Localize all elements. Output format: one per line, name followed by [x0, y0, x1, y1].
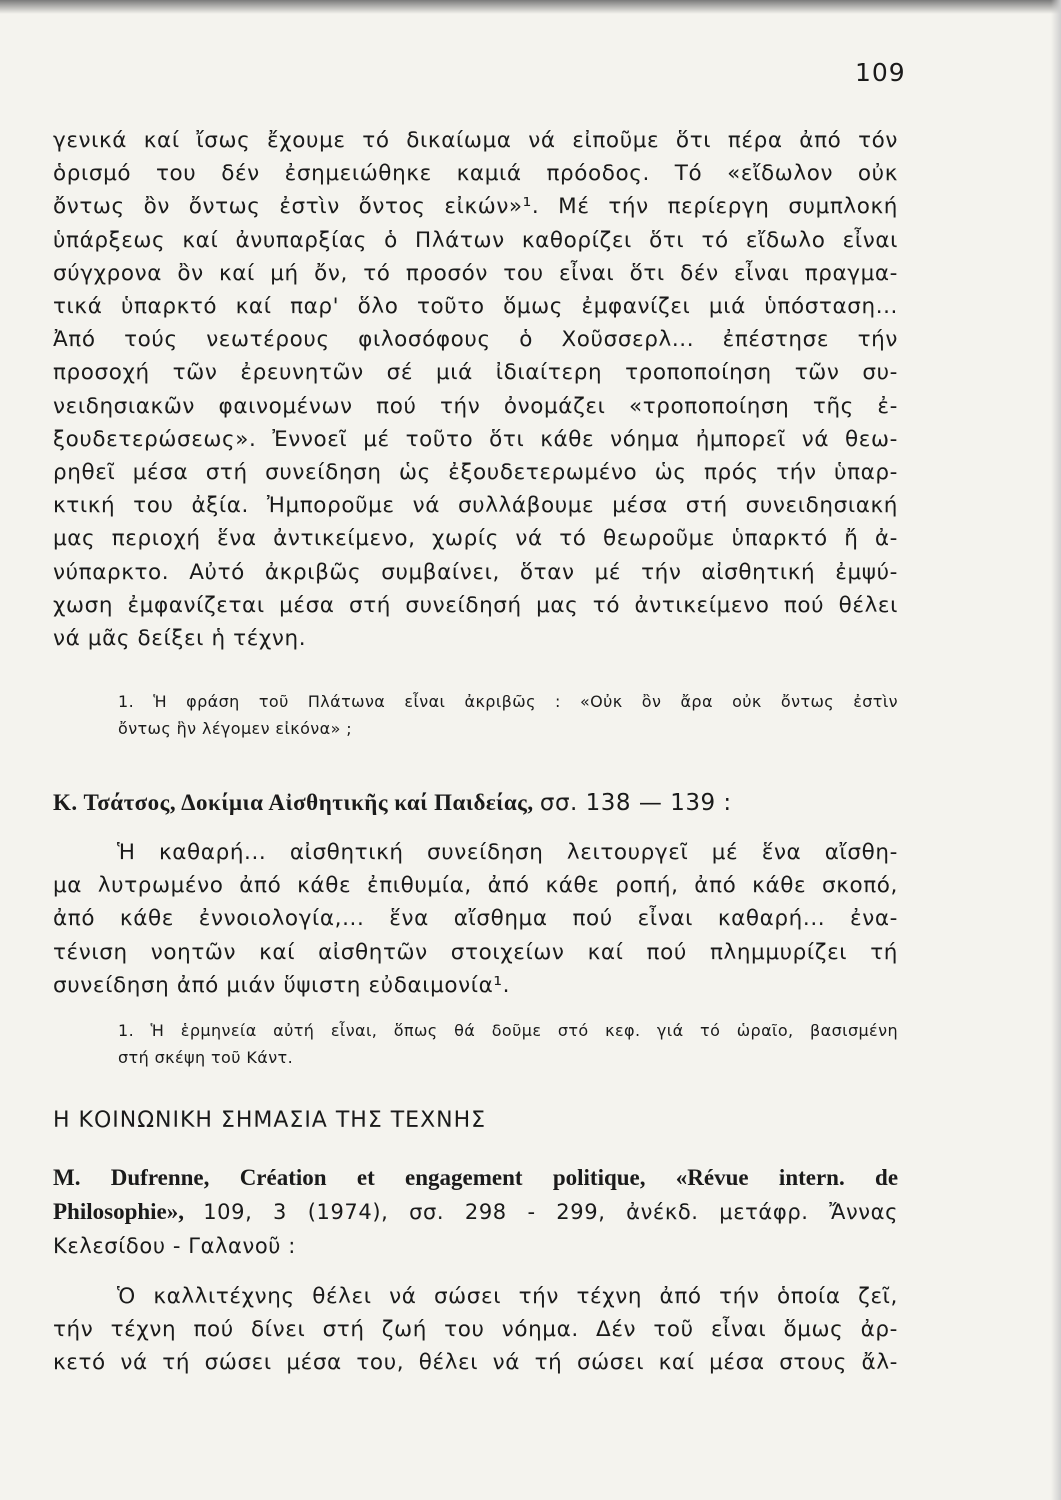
text-line: χωση ἐμφανίζεται μέσα στή συνείδησή μας τό ἀντικείμενο πού θέλει — [53, 592, 898, 618]
text-line: Ἀπό τούς νεωτέρους φιλοσόφους ὁ Χοῦσσερλ... ἐπέστησε τήν — [53, 327, 898, 353]
footnote-line: 1. Ἡ ἑρμηνεία αὐτή εἶναι, ὅπως θά δοῦμε στό κεφ. γιά τό ὡραῖο, βασισμένη — [118, 1021, 898, 1040]
paragraph-1 — [53, 124, 898, 655]
footnote-1 — [118, 688, 898, 742]
text-line: κετό νά τή σώσει μέσα του, θέλει νά τή σώσει καί μέσα στους ἄλ- — [53, 1350, 898, 1376]
citation-work: Philosophie», — [53, 1199, 185, 1224]
citation-pages: σσ. 138 — 139 : — [539, 790, 732, 816]
text-line: μας περιοχή ἕνα ἀντικείμενο, χωρίς νά τό θεωροῦμε ὑπαρκτό ἤ ἀ- — [53, 526, 898, 552]
citation-work: Δοκίμια Αἰσθητικῆς καί Παιδείας, — [181, 790, 534, 815]
text-line: ὁρισμό του δέν ἐσημειώθηκε καμιά πρόοδος. Τό «εἴδωλον οὐκ — [53, 161, 898, 187]
text-line: γενικά καί ἴσως ἔχουμε τό δικαίωμα νά εἰποῦμε ὅτι πέρα ἀπό τόν — [53, 128, 898, 153]
citation-line — [53, 1162, 898, 1194]
text-line: σύγχρονα ὂν καί μή ὄν, τό προσόν του εἶναι ὅτι δέν εἶναι πραγμα- — [53, 260, 898, 286]
text-line: ὄντως ὂν ὄντως ἐστὶν ὄντος εἰκών»¹. Μέ τήν περίεργη συμπλοκή — [53, 194, 898, 220]
text-line: ἀπό κάθε ἐννοιολογία,... ἕνα αἴσθημα πού εἶναι καθαρή... ἐνα- — [53, 906, 898, 932]
text-line: κτική του ἀξία. Ἠμποροῦμε νά συλλάβουμε μέσα στή συνειδησιακή — [53, 493, 898, 519]
footnote-line: 1. Ἡ φράση τοῦ Πλάτωνα εἶναι ἀκριβῶς : «Οὐκ ὂν ἄρα οὐκ ὄντως ἐστὶν — [118, 692, 898, 711]
citation-translator: Κελεσίδου - Γαλανοῦ : — [53, 1234, 296, 1258]
text-line: συνείδηση ἀπό μιάν ὕψιστη εὐδαιμονία¹. — [53, 972, 511, 998]
text-line: νά μᾶς δείξει ἡ τέχνη. — [53, 626, 307, 652]
scan-edge-shadow-right — [1051, 0, 1061, 1500]
scan-edge-shadow — [0, 0, 1061, 14]
citation-work: Création et engagement politique, «Révue intern. de — [239, 1165, 899, 1190]
text-line: προσοχή τῶν ἐρευνητῶν σέ μιά ἰδιαίτερη τροποποίηση τῶν συ- — [53, 360, 898, 386]
footnote-line: ὄντως ἣν λέγομεν εἰκόνα» ; — [118, 719, 353, 738]
footnote-line: στή σκέψη τοῦ Κάντ. — [118, 1048, 294, 1067]
text-line: Ὁ καλλιτέχνης θέλει νά σώσει τήν τέχνη ἀπό τήν ὁποία ζεῖ, — [117, 1284, 898, 1309]
text-line: νειδησιακῶν φαινομένων πού τήν ὀνομάζει «τροποποίηση τῆς ἐ- — [53, 393, 898, 419]
citation-line — [53, 1196, 898, 1228]
citation-tsatsos — [53, 787, 898, 819]
citation-author: Κ. Τσάτσος, — [53, 790, 177, 815]
text-line: τικά ὑπαρκτό καί παρ' ὅλο τοῦτο ὅμως ἐμφανίζει μιά ὑπόσταση... — [53, 294, 898, 320]
footnote-2 — [118, 1017, 898, 1071]
paragraph-2 — [53, 836, 898, 1002]
text-line: ὑπάρξεως καί ἀνυπαρξίας ὁ Πλάτων καθορίζει ὅτι τό εἴδωλο εἶναι — [53, 227, 898, 253]
section-title: Η ΚΟΙΝΩΝΙΚΗ ΣΗΜΑΣΙΑ ΤΗΣ ΤΕΧΝΗΣ — [53, 1108, 487, 1133]
citation-dufrenne — [53, 1162, 898, 1262]
text-line: νύπαρκτο. Αὐτό ἀκριβῶς συμβαίνει, ὅταν μέ τήν αἰσθητική ἐμψύ- — [53, 559, 898, 585]
text-line: Ἡ καθαρή... αἰσθητική συνείδηση λειτουργεῖ μέ ἕνα αἴσθη- — [117, 840, 898, 865]
text-line: μα λυτρωμένο ἀπό κάθε ἐπιθυμία, ἀπό κάθε ροπή, ἀπό κάθε σκοπό, — [53, 873, 898, 899]
text-line: ρηθεῖ μέσα στή συνείδηση ὡς ἐξουδετερωμένο ὡς πρός τήν ὑπαρ- — [53, 460, 898, 486]
text-line: τήν τέχνη πού δίνει στή ζωή του νόημα. Δέν τοῦ εἶναι ὅμως ἀρ- — [53, 1317, 898, 1343]
citation-author: M. Dufrenne, — [53, 1165, 210, 1190]
citation-details: 109, 3 (1974), σσ. 298 - 299, ἀνέκδ. μετάφρ. Ἄννας — [203, 1200, 898, 1224]
paragraph-3 — [53, 1280, 898, 1380]
text-line: ξουδετερώσεως». Ἐννοεῖ μέ τοῦτο ὅτι κάθε νόημα ἠμπορεῖ νά θεω- — [53, 426, 898, 452]
page-number: 109 — [855, 58, 906, 87]
text-line: τένιση νοητῶν καί αἰσθητῶν στοιχείων καί πού πλημμυρίζει τή — [53, 939, 898, 965]
